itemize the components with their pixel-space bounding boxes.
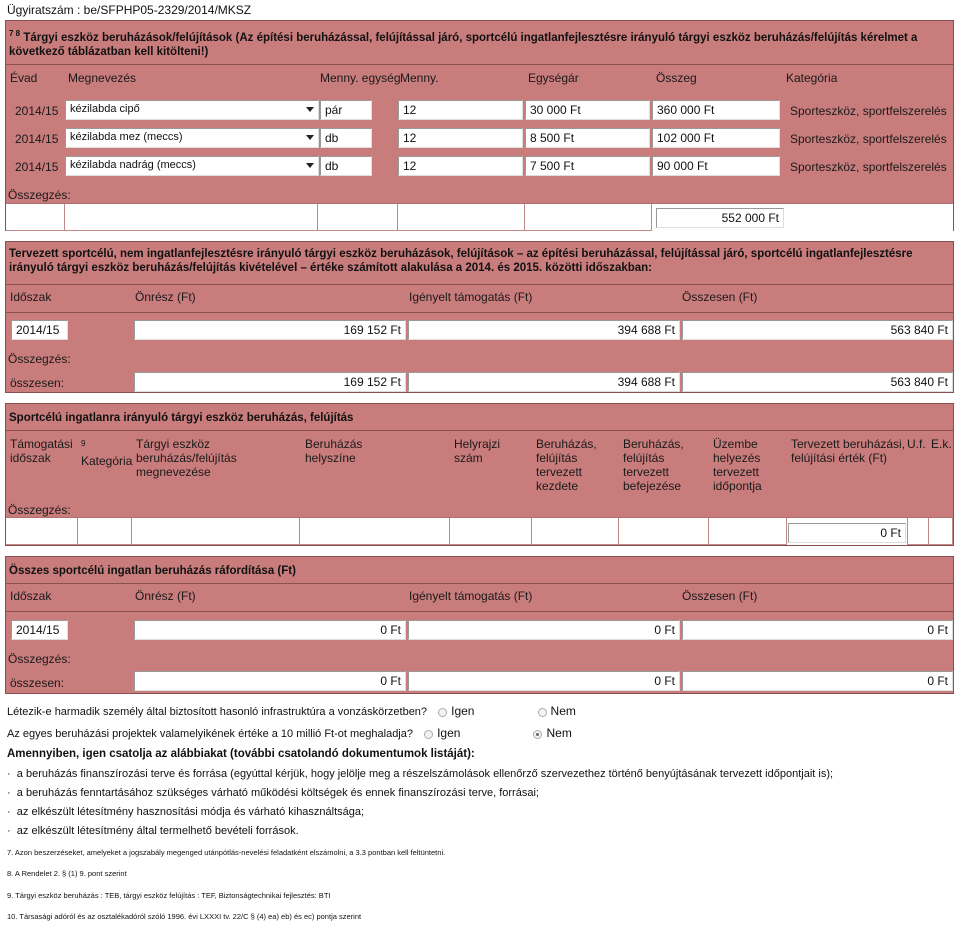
summary-cell	[318, 204, 398, 231]
col-category: Kategória	[786, 71, 838, 85]
real-estate-investment-section	[5, 403, 954, 546]
own-input[interactable]	[134, 320, 406, 340]
summary-cell	[525, 204, 652, 231]
qty-input[interactable]	[398, 128, 523, 148]
summary-total-value: 552 000 Ft	[721, 211, 779, 225]
summary-cell	[6, 204, 65, 231]
col-category	[81, 437, 131, 468]
summary-cell	[78, 518, 132, 545]
section2-title: Tervezett sportcélú, nem ingatlanfejlesztésre irányuló tárgyi eszköz beruházások, felújítások – az építési beruházással, felújítással járó, sportcélú ingatlanfejlesztésre irányuló tárgyi eszköz beruházás/felújítás kivételével – értéke számított alakulása a 2014. és 2015. közötti időszakban:	[9, 248, 913, 274]
question-row	[7, 726, 572, 740]
summary-cell	[532, 518, 619, 545]
summary-row	[6, 517, 953, 545]
radio-no[interactable]	[538, 708, 547, 717]
unit-value: db	[325, 159, 339, 173]
planned-investment-section	[5, 241, 954, 393]
unit-select[interactable]	[320, 156, 372, 176]
list-item-text: a beruházás finanszírozási terve és forrása (egyúttal kérjük, hogy jelölje meg a részelszámolások ellenőrző szervezethez történő benyújtásának tervezett időpontjait is);	[16, 768, 834, 780]
question-row	[7, 704, 576, 718]
footnote-9: 9. Tárgyi eszköz beruházás : TEB, tárgyi eszköz felújítás : TEF, Biztonságtechnikai fejlesztés: BTI	[7, 891, 331, 900]
own-value: 169 152 Ft	[343, 323, 401, 337]
col-qty: Menny.	[400, 71, 439, 85]
sum-value: 0 Ft	[927, 623, 948, 637]
chevron-down-icon	[306, 163, 314, 168]
unit-select[interactable]	[320, 128, 372, 148]
own-total-value: 0 Ft	[380, 674, 401, 688]
footnote-ref: 7 8	[9, 29, 21, 38]
list-item: · a beruházás fenntartásához szükséges várható működési költségek és ennek finanszírozási terve, forrásai;	[7, 787, 539, 799]
requested-value: 394 688 Ft	[617, 323, 675, 337]
col-commissioning: Üzembe helyezés tervezett időpontja	[713, 437, 762, 493]
section1-title	[9, 27, 949, 59]
col-period: Időszak	[10, 290, 52, 304]
col-season: Évad	[10, 71, 38, 85]
divider	[6, 312, 953, 313]
list-item-text: az elkészült létesítmény által termelhető bevételi források.	[16, 825, 299, 837]
divider	[6, 284, 953, 285]
own-total-field[interactable]	[134, 372, 406, 392]
sum-input[interactable]	[682, 320, 953, 340]
requested-total-value: 394 688 Ft	[617, 375, 675, 389]
summary-cell	[907, 518, 929, 545]
summary-cell	[65, 204, 318, 231]
summary-cell	[709, 518, 787, 545]
list-item-text: a beruházás fenntartásához szükséges várható működési költségek és ennek finanszírozási terve, forrásai;	[16, 787, 539, 799]
requested-input[interactable]	[408, 320, 680, 340]
unit-price-value: 30 000 Ft	[530, 103, 581, 117]
total-label: összesen:	[10, 376, 65, 390]
attachments-title: Amennyiben, igen csatolja az alábbiakat (további csatolandó dokumentumok listáját):	[7, 748, 475, 760]
section1-title-text: Tárgyi eszköz beruházások/felújítások (Az építési beruházással, felújítással járó, sportcélú ingatlanfejlesztésre irányuló tárgyi eszköz beruházás/felújítás kérelmet a következő táblázatban kell kitölteni!)	[9, 31, 918, 58]
col-parcel: Helyrajzi szám	[454, 437, 501, 465]
sum-value: 563 840 Ft	[890, 323, 948, 337]
total-value: 90 000 Ft	[657, 159, 708, 173]
summary-label: Összegzés:	[8, 652, 71, 666]
section3-title: Sportcélú ingatlanra irányuló tárgyi eszköz beruházás, felújítás	[9, 412, 354, 424]
summary-cell	[132, 518, 300, 545]
unit-price-value: 8 500 Ft	[530, 131, 575, 145]
col-sum: Összesen (Ft)	[682, 589, 758, 603]
season-value: 2014/15	[15, 104, 59, 118]
col-start: Beruházás, felújítás tervezett kezdete	[536, 437, 597, 493]
divider	[6, 611, 953, 612]
summary-cell	[450, 518, 532, 545]
summary-cell	[398, 204, 525, 231]
summary-cell	[6, 518, 78, 545]
unit-value: db	[325, 131, 339, 145]
col-period: Időszak	[10, 589, 52, 603]
radio-yes[interactable]	[424, 730, 433, 739]
col-total: Összeg	[656, 71, 697, 85]
total-real-estate-section	[5, 556, 954, 694]
divider	[6, 430, 953, 431]
own-total-field[interactable]	[134, 671, 406, 691]
col-support-period: Támogatási időszak	[10, 437, 73, 465]
total-input[interactable]	[652, 128, 780, 148]
unit-price-input[interactable]	[525, 128, 650, 148]
sum-total-field[interactable]	[682, 372, 953, 392]
col-requested: Igényelt támogatás (Ft)	[409, 290, 533, 304]
own-value: 0 Ft	[380, 623, 401, 637]
list-item: · az elkészült létesítmény hasznosítási módja és várható kihasználtsága;	[7, 806, 365, 818]
footnote-7: 7. Azon beszerzéseket, amelyeket a jogszabály megenged utánpótlás-nevelési feladatként elszámolni, a 3.3 pontban kell feltüntetni.	[7, 848, 446, 857]
name-value: kézilabda cipő	[70, 103, 140, 115]
list-item-text: az elkészült létesítmény hasznosítási módja és várható kihasználtsága;	[16, 806, 365, 818]
col-end: Beruházás, felújítás tervezett befejezése	[623, 437, 684, 493]
radio-no-label: Nem	[550, 704, 576, 718]
chevron-down-icon	[306, 135, 314, 140]
season-value: 2014/15	[15, 132, 59, 146]
requested-total-field[interactable]	[408, 372, 680, 392]
col-location: Beruházás helyszíne	[305, 437, 363, 465]
category-value[interactable]: Sporteszköz, sportfelszerelés	[790, 132, 947, 146]
own-total-value: 169 152 Ft	[343, 375, 401, 389]
unit-price-value: 7 500 Ft	[530, 159, 575, 173]
col-own: Önrész (Ft)	[135, 290, 196, 304]
section4-title: Összes sportcélú ingatlan beruházás ráfordítása (Ft)	[9, 565, 296, 577]
list-item: · az elkészült létesítmény által termelhető bevételi források.	[7, 825, 299, 837]
col-sum: Összesen (Ft)	[682, 290, 758, 304]
qty-value: 12	[403, 131, 417, 145]
name-select[interactable]	[65, 100, 319, 120]
unit-select[interactable]	[320, 100, 372, 120]
summary-cell	[619, 518, 709, 545]
period-value: 2014/15	[16, 623, 60, 637]
sum-total-field[interactable]	[682, 671, 953, 691]
total-input[interactable]	[652, 156, 780, 176]
total-value: 360 000 Ft	[657, 103, 715, 117]
total-label: összesen:	[10, 676, 65, 690]
unit-value: pár	[325, 103, 343, 117]
radio-yes[interactable]	[438, 708, 447, 717]
summary-label: Összegzés:	[8, 352, 71, 366]
qty-value: 12	[403, 103, 417, 117]
col-planned-value: Tervezett beruházási, felújítási érték (Ft)	[791, 437, 906, 465]
footnote-10: 10. Társasági adóról és az osztalékadóról szóló 1996. évi LXXXI tv. 22/C § (4) ea) eb) és ec) pontja szerint	[7, 912, 362, 921]
name-select[interactable]	[65, 128, 319, 148]
category-value[interactable]: Sporteszköz, sportfelszerelés	[790, 104, 947, 118]
summary-cell	[929, 518, 953, 545]
sum-total-value: 0 Ft	[927, 674, 948, 688]
period-select[interactable]	[11, 620, 68, 640]
col-ek: E.k.	[931, 437, 952, 451]
radio-yes-label: Igen	[451, 704, 475, 718]
col-own: Önrész (Ft)	[135, 589, 196, 603]
requested-total-value: 0 Ft	[654, 674, 675, 688]
col-category-label: Kategória	[81, 454, 133, 468]
summary-total-field[interactable]	[656, 208, 784, 228]
requested-value: 0 Ft	[654, 623, 675, 637]
sum-total-value: 563 840 Ft	[890, 375, 948, 389]
chevron-down-icon	[306, 107, 314, 112]
divider	[6, 583, 953, 584]
period-value: 2014/15	[16, 323, 60, 337]
col-name: Megnevezés	[68, 71, 137, 85]
period-select[interactable]	[11, 320, 68, 340]
name-value: kézilabda mez (meccs)	[70, 131, 183, 143]
summary-row	[6, 203, 953, 231]
name-select[interactable]	[65, 156, 319, 176]
summary-cell	[300, 518, 450, 545]
name-value: kézilabda nadrág (meccs)	[70, 159, 196, 171]
sum-input[interactable]	[682, 620, 953, 640]
radio-yes-label: Igen	[437, 726, 461, 740]
own-input[interactable]	[134, 620, 406, 640]
unit-price-input[interactable]	[525, 100, 650, 120]
summary-label: Összegzés:	[8, 188, 71, 202]
section1-header-row	[5, 64, 954, 92]
qty-input[interactable]	[398, 156, 523, 176]
summary-total-field[interactable]	[788, 523, 906, 543]
col-asset-name: Tárgyi eszköz beruházás/felújítás megnevezése	[136, 437, 237, 479]
radio-no-selected[interactable]	[533, 730, 542, 739]
total-value: 102 000 Ft	[657, 131, 715, 145]
col-unit: Menny. egység	[320, 71, 401, 85]
radio-no-label: Nem	[546, 726, 572, 740]
summary-label: Összegzés:	[8, 503, 71, 517]
col-requested: Igényelt támogatás (Ft)	[409, 589, 533, 603]
footnote-8: 8. A Rendelet 2. § (1) 9. pont szerint	[7, 869, 127, 878]
category-value[interactable]: Sporteszköz, sportfelszerelés	[790, 160, 947, 174]
question-text: Létezik-e harmadik személy által biztosított hasonló infrastruktúra a vonzáskörzetben?	[7, 706, 428, 718]
question-text: Az egyes beruházási projektek valamelyikének értéke a 10 millió Ft-ot meghaladja?	[7, 728, 413, 740]
qty-input[interactable]	[398, 100, 523, 120]
requested-total-field[interactable]	[408, 671, 680, 691]
unit-price-input[interactable]	[525, 156, 650, 176]
col-uf: U.f.	[907, 437, 926, 451]
col-unit-price: Egységár	[528, 71, 579, 85]
section1-rows	[5, 92, 954, 231]
qty-value: 12	[403, 159, 417, 173]
registration-number: Ügyiratszám : be/SFPHP05-2329/2014/MKSZ	[7, 3, 252, 17]
summary-total-value: 0 Ft	[880, 526, 901, 540]
requested-input[interactable]	[408, 620, 680, 640]
list-item: · a beruházás finanszírozási terve és forrása (egyúttal kérjük, hogy jelölje meg a részelszámolások ellenőrző szervezethez történő benyújtásának tervezett időpontjait is);	[7, 768, 834, 780]
total-input[interactable]	[652, 100, 780, 120]
season-value: 2014/15	[15, 160, 59, 174]
footnote-ref: 9	[81, 439, 86, 448]
